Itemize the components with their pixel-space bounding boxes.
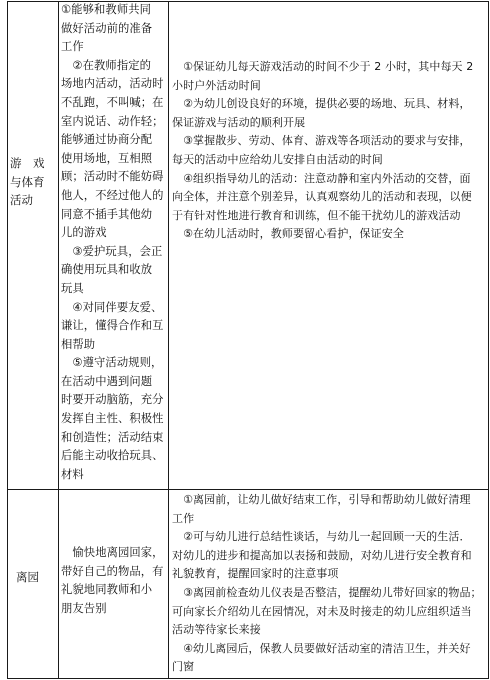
row-2-teacher-duties [172, 491, 486, 677]
teacher-line: 对幼儿的进步和提高加以表扬和鼓励，对幼儿进行安全教育和 [172, 548, 472, 562]
teacher-line: ①保证幼儿每天游戏活动的时间不少于 2 小时，其中每天 2 [172, 60, 474, 73]
child-line: 同意不插手其他幼 [61, 207, 153, 221]
teacher-line: 可向家长介绍幼儿在园情况，对未及时接走的幼儿应组织适当 [172, 604, 472, 618]
teacher-line: ③离园前检查幼儿仪表是否整洁，提醒幼儿带好回家的物品； [172, 585, 482, 599]
child-line: 礼貌地同教师和小 [61, 583, 153, 597]
child-line: 使用场地，互相照 [61, 151, 153, 165]
child-line: 不乱跑，不叫喊；在 [61, 95, 164, 109]
row-2-category [16, 568, 56, 587]
table-left-border [7, 1, 8, 679]
child-line: ③爱护玩具，会正 [61, 244, 163, 258]
table-right-border [488, 1, 489, 679]
row-divider [7, 489, 488, 490]
teacher-line: 礼貌教育，提醒回家时的注意事项 [172, 567, 339, 581]
teacher-line: ③掌握散步、劳动、体育、游戏等各项活动的要求与安排， [172, 134, 471, 148]
child-line: 工作 [61, 40, 84, 54]
child-line: 谦让，懂得合作和互 [61, 319, 164, 333]
teacher-line: ⑤在幼儿活动时，教师要留心看护，保证安全 [172, 227, 404, 241]
child-line: ④对同伴要友爱、 [61, 300, 163, 314]
child-line: 能够通过协商分配 [61, 133, 153, 147]
row-1-category [10, 154, 56, 210]
teacher-line: 门窗 [172, 660, 195, 674]
teacher-line: 于有针对性地进行教育和训练，但不能干扰幼儿的游戏活动 [172, 208, 461, 222]
row-2-child-requirements [61, 544, 167, 618]
child-line: ⑤遵守活动规则， [61, 356, 163, 370]
child-line: 材料 [61, 467, 84, 481]
child-line: 在活动中遇到问题 [61, 374, 153, 388]
child-line: 他人，不经过他人的 [61, 188, 164, 202]
teacher-line: ④幼儿离园后，保教人员要做好活动室的清洁卫生，并关好 [172, 641, 471, 655]
child-line: 时要开动脑筋，充分 [61, 393, 164, 407]
teacher-line: 小时户外活动时间 [172, 78, 261, 92]
child-line: 朋友告别 [61, 601, 107, 615]
child-line: ②在教师指定的 [61, 58, 152, 72]
row-1-child-requirements [61, 1, 167, 484]
column-divider-1 [58, 1, 59, 679]
child-line: 发挥自主性、积极性 [61, 412, 164, 426]
teacher-line: ①离园前，让幼儿做好结束工作，引导和帮助幼儿做好清理 [172, 493, 471, 506]
teacher-line: 每天的活动中应给幼儿安排自由活动的时间 [172, 152, 383, 166]
child-line: 相帮助 [61, 337, 96, 351]
teacher-line: ④组织指导幼儿的活动：注意动静和室内外活动的交替，面 [172, 171, 471, 185]
child-line: 和创造性；活动结束 [61, 430, 164, 444]
category-line: 活动 [10, 193, 33, 208]
table-bottom-border [7, 678, 488, 679]
child-line: 愉快地离园回家， [61, 546, 164, 559]
child-line: 顾；活动时不能妨碍 [61, 170, 164, 184]
teacher-line: ②可与幼儿进行总结性谈话，与幼儿一起回顾一天的生活． [172, 530, 471, 544]
child-line: 玩具 [61, 281, 84, 295]
teacher-line: 活动等待家长来接 [172, 623, 261, 637]
teacher-line: 工作 [172, 511, 195, 525]
child-line: 场地内活动，活动时 [61, 77, 164, 91]
row-1-teacher-duties [172, 58, 486, 244]
column-divider-2 [168, 1, 169, 679]
child-line: ①能够和教师共同 [61, 3, 152, 16]
category-line: 离园 [16, 570, 39, 584]
child-line: 带好自己的物品，有 [61, 564, 164, 578]
child-line: 确使用玩具和收放 [61, 263, 153, 277]
teacher-line: ②为幼儿创设良好的环境，提供必要的场地、玩具、材料， [172, 97, 471, 111]
child-line: 做好活动前的准备 [61, 21, 153, 35]
child-line: 室内说话、动作轻； [61, 114, 164, 128]
child-line: 后能主动收拾玩具、 [61, 449, 164, 463]
category-line: 与体育 [10, 174, 45, 189]
teacher-line: 向全体，并注意个别差异，认真观察幼儿的活动和表现，以便 [172, 190, 472, 204]
teacher-line: 保证游戏与活动的顺利开展 [172, 115, 306, 129]
category-line: 游 戏 [10, 156, 45, 170]
child-line: 儿的游戏 [61, 226, 107, 240]
